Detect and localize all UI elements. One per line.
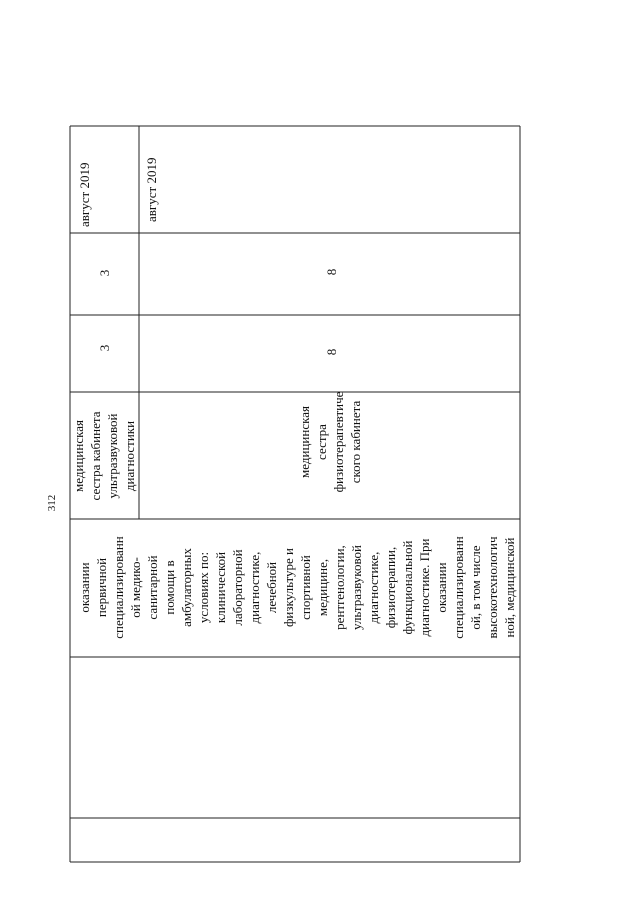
service-description: оказании первичной специализированн ой медико- санитарной помощи в амбулаторных условиях по: клинической лабораторной диагностике, лечебной физкультуре и спортивной медицине, рентгенологии, ультразвуковой диагностике, физиотерапии, функциональной диагностике. При оказании специализированн ой, в том числе высокотехнологич ной, медицинской: [77, 536, 517, 639]
count-ultrasound-2: 3: [97, 269, 112, 277]
date-ultrasound: август 2019: [77, 162, 92, 227]
count-ultrasound-1: 3: [97, 344, 112, 352]
position-physio-nurse: медицинская сестра физиотерапевтиче ского кабинета: [297, 391, 363, 493]
count-physio-2: 8: [324, 268, 339, 276]
page-number: 312: [46, 494, 58, 512]
position-ultrasound-nurse: медицинская сестра кабинета ультразвуковой диагностики: [71, 411, 137, 501]
count-physio-1: 8: [324, 348, 339, 356]
date-physio: август 2019: [144, 157, 159, 222]
